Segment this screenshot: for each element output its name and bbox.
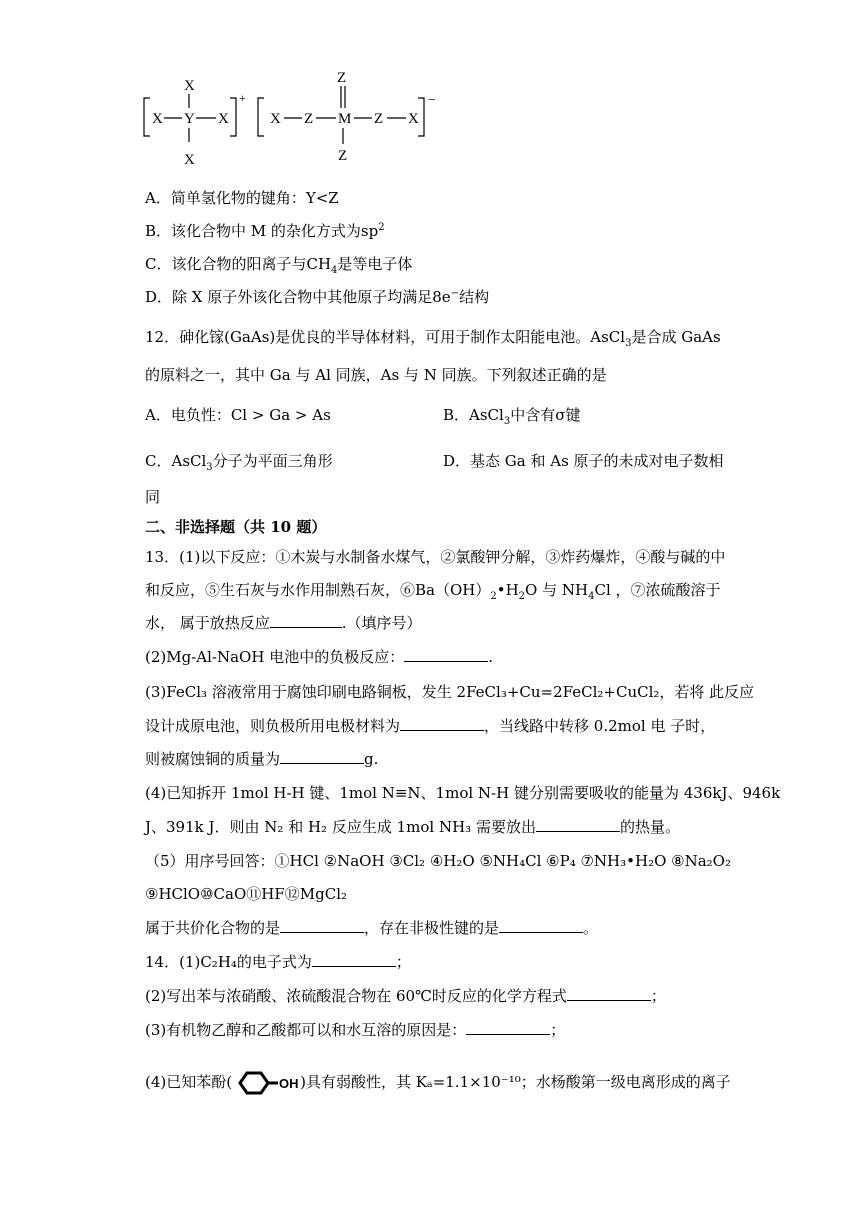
answer-blank[interactable]	[536, 817, 620, 832]
answer-blank[interactable]	[567, 986, 651, 1001]
section-heading: 二、非选择题（共 10 题）	[145, 518, 327, 536]
anion-charge: −	[428, 93, 436, 108]
q12-option-d-cont: 同	[145, 488, 161, 506]
answer-blank[interactable]	[499, 918, 583, 933]
cation-bracket-right	[230, 98, 236, 136]
answer-blank[interactable]	[312, 952, 396, 967]
answer-blank[interactable]	[404, 647, 488, 662]
q11-option-a: A．简单氢化物的键角：Y<Z	[145, 189, 339, 207]
cation-bracket-left	[144, 98, 150, 136]
anion-center-atom: M	[338, 111, 352, 127]
q11-option-b: B．该化合物中 M 的杂化方式为$sp^2$	[145, 222, 385, 240]
q13-line2: 和反应，⑤生石灰与水作用制熟石灰，$⑥Ba(OH)_2•H_2O$ 与 $NH_4Cl$ ，⑦浓硫酸溶于	[145, 581, 721, 602]
anion-bracket-left	[258, 98, 264, 136]
q14-line2: (2)写出苯与浓硝酸、浓硫酸混合物在 60℃时反应的化学方程式 ；	[145, 987, 666, 1005]
cation-charge: +	[239, 91, 246, 105]
q11-option-c: C．该化合物的阳离子与$CH_4$是等电子体	[145, 255, 413, 276]
ionic-structure-diagram	[138, 68, 458, 173]
cation-right-atom: X	[218, 111, 229, 127]
q13-line4: (2)Mg-Al-NaOH 电池中的负极反应： .	[145, 648, 493, 666]
q12-stem-line2: 的原料之一，其中 Ga 与 Al 同族，As 与 N 同族。下列叙述正确的是	[145, 366, 607, 384]
q12-option-d: D．基态 Ga 和 As 原子的未成对电子数相	[443, 452, 724, 470]
answer-blank[interactable]	[280, 749, 364, 764]
anion-bottom-atom: Z	[338, 148, 348, 164]
anion-chain-atom-1: X	[270, 111, 281, 127]
answer-blank[interactable]	[400, 716, 484, 731]
cation-center-atom: Y	[184, 111, 195, 127]
svg-text:OH: OH	[279, 1076, 299, 1091]
cation-left-atom: X	[152, 111, 163, 127]
q14-line4: (4)已知苯酚( OH )具有弱酸性，其 Kₐ=1.1×10⁻¹⁰；水杨酸第一级电离形成的离子	[145, 1070, 731, 1096]
answer-blank[interactable]	[280, 918, 364, 933]
q14-line3: (3)有机物乙醇和乙酸都可以和水互溶的原因是： ；	[145, 1021, 566, 1039]
q13-line1: 13．(1)以下反应：①木炭与水制备水煤气，②氯酸钾分解，③炸药爆炸，④酸与碱的中	[145, 548, 726, 566]
q13-line8: (4)已知拆开 1mol H-H 键、1mol N≡N、1mol N-H 键分别需要吸收的能量为 436kJ、946k	[145, 784, 781, 802]
q13-line7: 则被腐蚀铜的质量为 g.	[145, 750, 379, 768]
anion-chain-atom-2: Z	[304, 111, 314, 127]
q13-line12: 属于共价化合物的是 ，存在非极性键的是 。	[145, 919, 599, 937]
q13-line6: 设计成原电池，则负极所用电极材料为 ，当线路中转移 0.2mol 电 子时，	[145, 717, 716, 735]
q13-line11: ⑨HClO⑩CaO⑪HF⑫MgCl₂	[145, 885, 348, 903]
q12-option-a: A．电负性：Cl > Ga > As	[145, 406, 331, 424]
anion-bracket-right	[418, 98, 424, 136]
q12-option-c: C．AsCl$_3$分子为平面三角形	[145, 452, 333, 473]
q13-line9: J、391k J．则由 N₂ 和 H₂ 反应生成 1mol NH₃ 需要放出 的热量。	[145, 818, 680, 836]
phenol-structure-icon	[232, 1070, 300, 1096]
anion-chain-atom-3: Z	[374, 111, 384, 127]
q12-stem-line1: 12．砷化镓(GaAs)是优良的半导体材料，可用于制作太阳能电池。AsCl$_3$是合成 GaAs	[145, 328, 721, 349]
q11-option-d: D．除 X 原子外该化合物中其他原子均满足8e−结构	[145, 288, 490, 306]
anion-chain-atom-4: X	[408, 111, 419, 127]
anion-top-atom: Z	[337, 70, 347, 86]
cation-top-atom: X	[184, 78, 195, 94]
answer-blank[interactable]	[466, 1020, 550, 1035]
q12-option-b: B．AsCl$_3$中含有σ键	[443, 406, 581, 427]
cation-bottom-atom: X	[184, 152, 195, 168]
answer-blank[interactable]	[270, 613, 342, 628]
q13-line3: 水， 属于放热反应 .（填序号）	[145, 614, 422, 632]
q14-line1: 14．(1)C₂H₄的电子式为 ；	[145, 953, 411, 971]
q13-line5: (3)FeCl₃ 溶液常用于腐蚀印刷电路铜板，发生 2FeCl₃+Cu=2FeCl₂+CuCl₂，若将 此反应	[145, 683, 755, 701]
q13-line10: （5）用序号回答：①HCl ②NaOH ③Cl₂ ④H₂O ⑤NH₄Cl ⑥P₄ ⑦NH₃•H₂O ⑧Na₂O₂	[145, 852, 731, 870]
